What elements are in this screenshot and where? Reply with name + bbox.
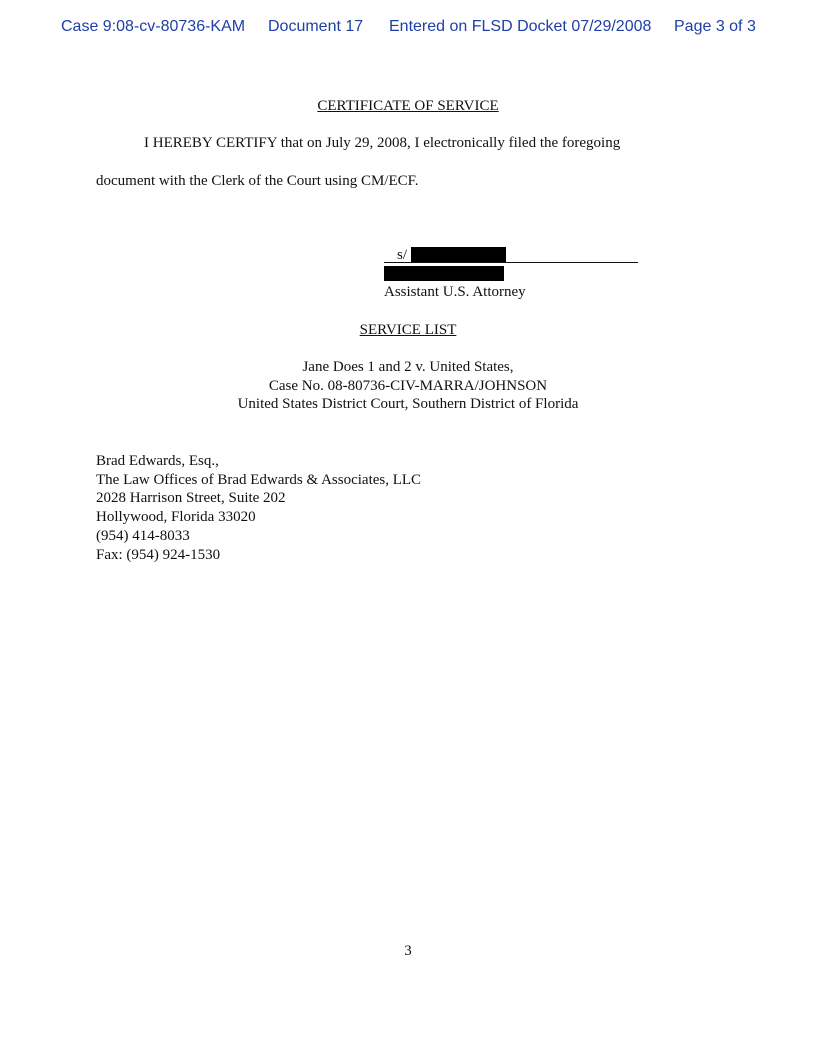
signer-role: Assistant U.S. Attorney (384, 284, 526, 300)
address-line-6: Fax: (954) 924-1530 (96, 546, 221, 563)
address-line-1: Brad Edwards, Esq., (96, 453, 219, 469)
case-caption (0, 358, 816, 414)
certificate-text-line-2: document with the Clerk of the Court using CM/ECF. (96, 173, 419, 189)
caption-line-3: United States District Court, Southern District of Florida (237, 396, 579, 413)
page-of-pages: Page 3 of 3 (674, 18, 756, 35)
page-number: 3 (404, 943, 412, 959)
address-line-4: Hollywood, Florida 33020 (96, 509, 256, 526)
name-redaction (384, 266, 504, 281)
address-line-2: The Law Offices of Brad Edwards & Associates, LLC (96, 471, 422, 488)
caption-line-2: Case No. 08-80736-CIV-MARRA/JOHNSON (268, 377, 548, 394)
service-address (96, 452, 421, 564)
certificate-title: CERTIFICATE OF SERVICE (317, 98, 499, 114)
signature-prefix: s/ (397, 247, 408, 263)
address-line-5: (954) 414-8033 (96, 527, 190, 544)
service-list-title: SERVICE LIST (359, 322, 457, 338)
caption-line-1: Jane Does 1 and 2 v. United States, (302, 359, 514, 375)
docket-header (0, 18, 816, 38)
docket-entry-date: Entered on FLSD Docket 07/29/2008 (389, 18, 652, 35)
address-line-3: 2028 Harrison Street, Suite 202 (96, 490, 286, 507)
certificate-text-line-1: I HEREBY CERTIFY that on July 29, 2008, I electronically filed the foregoing (144, 135, 621, 151)
document-number: Document 17 (268, 18, 364, 35)
signature-line (384, 262, 638, 263)
signature-redaction (411, 247, 506, 262)
case-number: Case 9:08-cv-80736-KAM (61, 18, 246, 35)
